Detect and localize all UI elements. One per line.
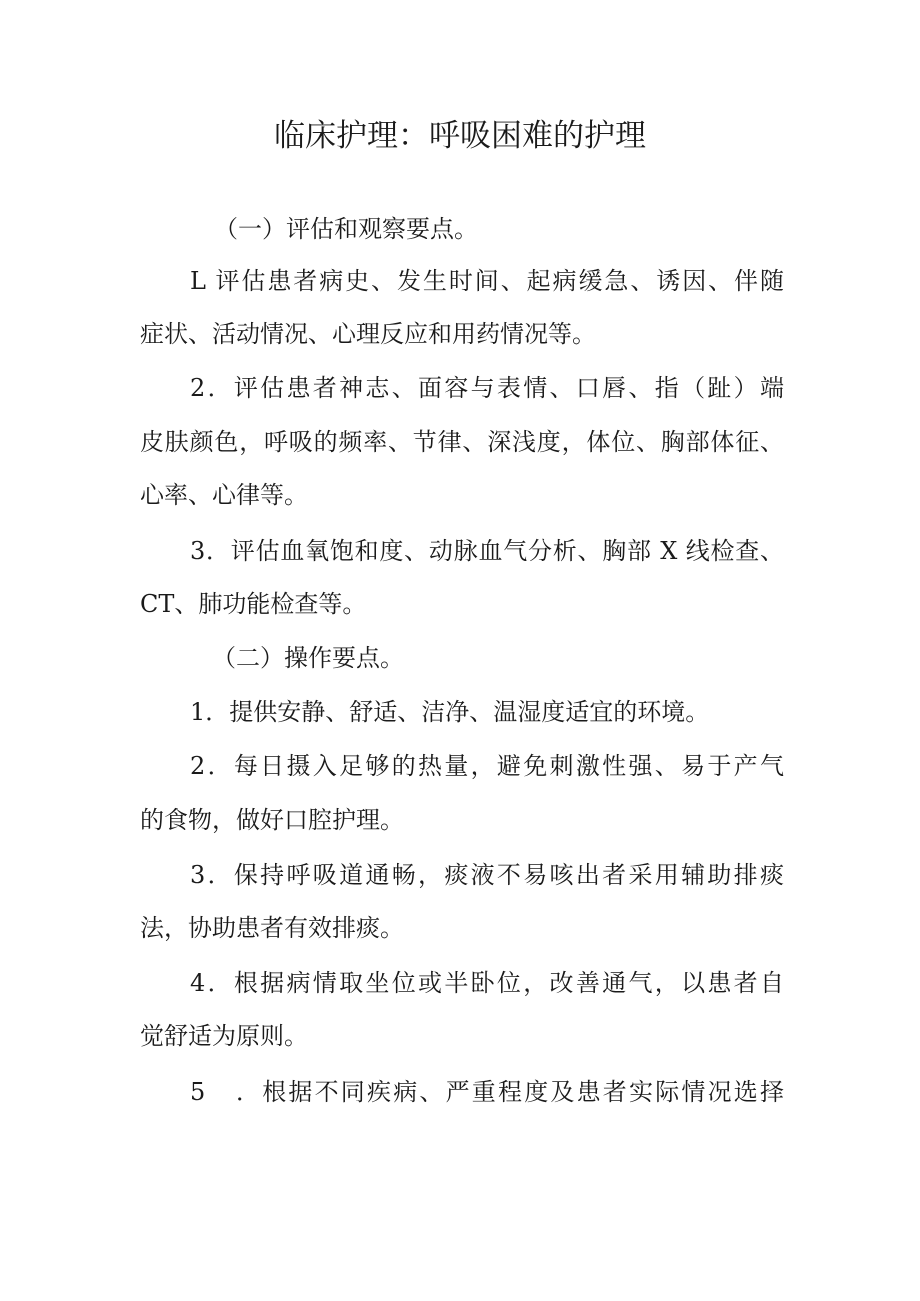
paragraph-line: 症状、活动情况、心理反应和用药情况等。 [140, 320, 596, 348]
paragraph-line: 心率、心律等。 [140, 481, 308, 509]
paragraph-line: L 评估患者病史、发生时间、起病缓急、诱因、伴随 [190, 267, 784, 295]
paragraph-line: 3．保持呼吸道通畅，痰液不易咳出者采用辅助排痰 [190, 861, 784, 889]
paragraph-line: CT、肺功能检查等。 [140, 590, 367, 618]
paragraph-line: 2．评估患者神志、面容与表情、口唇、指（趾）端 [190, 374, 784, 402]
document-title: 临床护理：呼吸困难的护理 [274, 118, 646, 154]
section-heading-operation: （二）操作要点。 [212, 644, 404, 672]
paragraph-line: 觉舒适为原则。 [140, 1022, 308, 1050]
paragraph-line: 法，协助患者有效排痰。 [140, 914, 404, 942]
paragraph-line: 2．每日摄入足够的热量，避免刺激性强、易于产气 [190, 752, 784, 780]
section-heading-assessment: （一）评估和观察要点。 [214, 215, 478, 243]
paragraph-line: 1．提供安静、舒适、洁净、温湿度适宜的环境。 [190, 698, 710, 726]
paragraph-line: 皮肤颜色，呼吸的频率、节律、深浅度，体位、胸部体征、 [140, 428, 784, 456]
paragraph-line: ．根据不同疾病、严重程度及患者实际情况选择 [236, 1078, 784, 1106]
paragraph-line: 的食物，做好口腔护理。 [140, 806, 404, 834]
paragraph-line: 3．评估血氧饱和度、动脉血气分析、胸部 X 线检查、 [190, 537, 784, 565]
paragraph-line: 4．根据病情取坐位或半卧位，改善通气，以患者自 [190, 969, 784, 997]
item-number: 5 [190, 1078, 206, 1106]
